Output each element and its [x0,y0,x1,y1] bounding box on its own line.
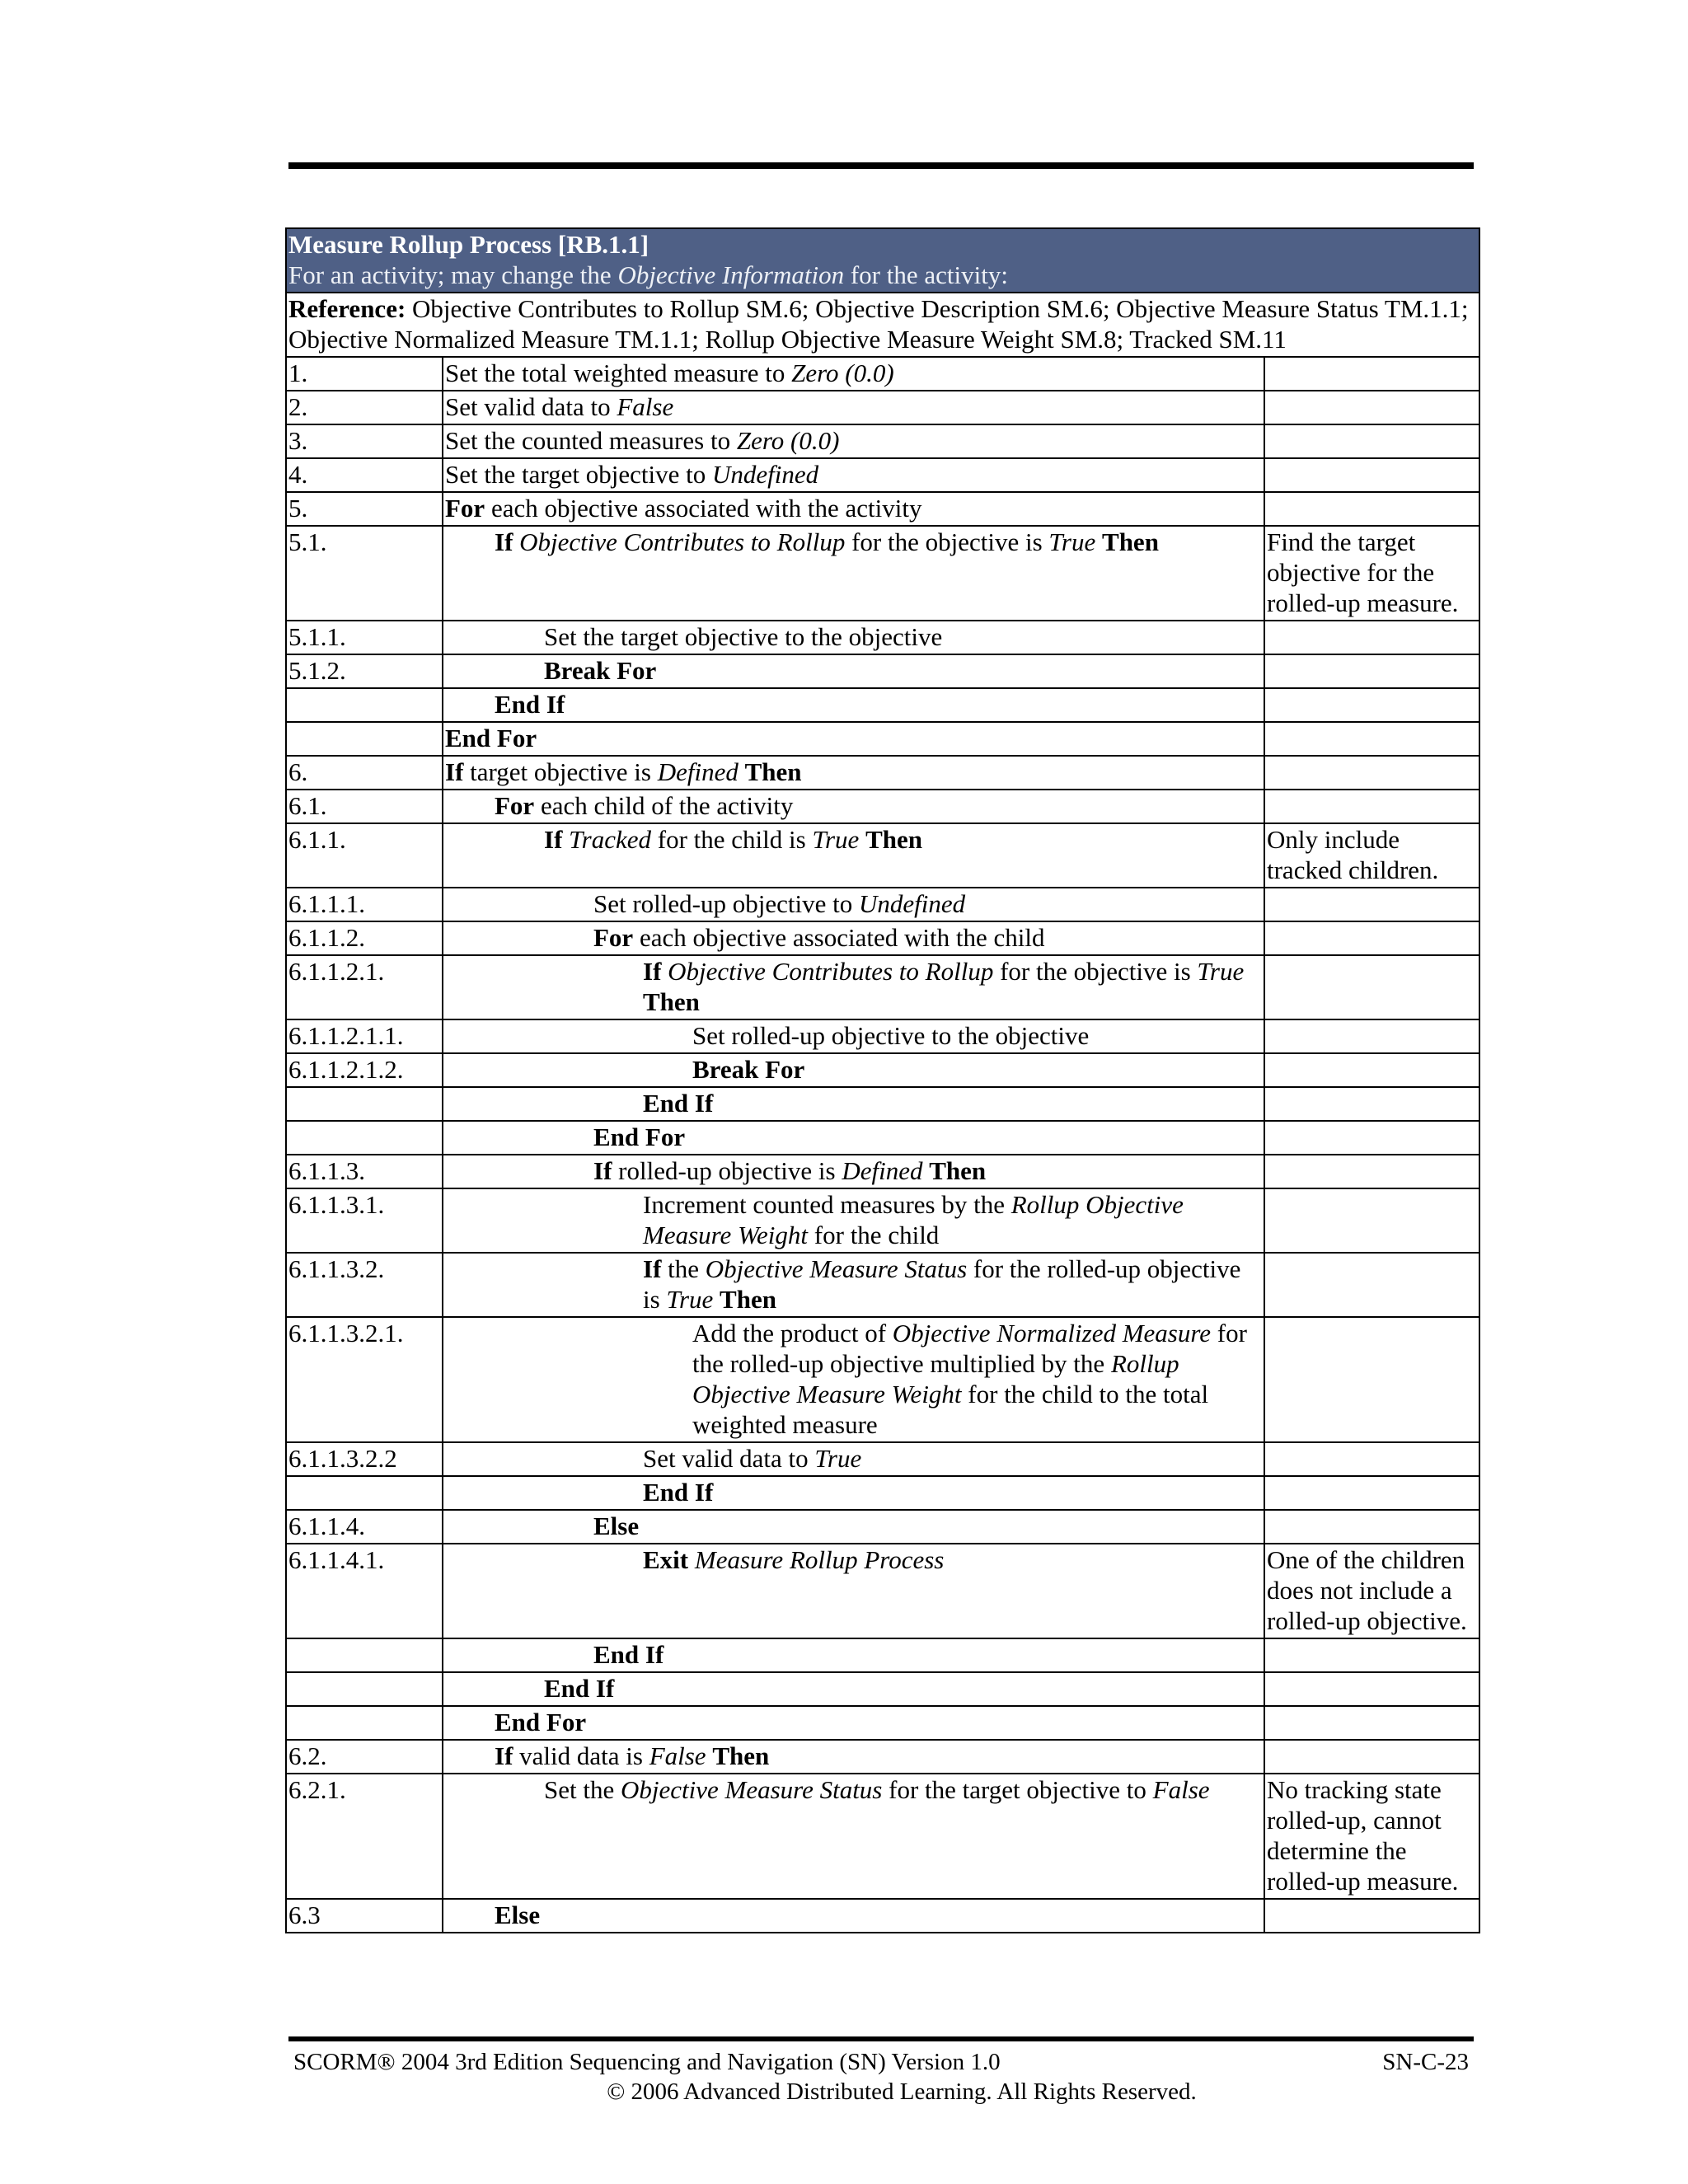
step-row [286,1121,1479,1155]
step-row [286,492,1479,526]
step-note [1264,1899,1479,1933]
step-number: 6.1.1.1. [286,888,443,921]
step-description [443,1638,1264,1672]
step-row [286,921,1479,955]
step-text: If target objective is Defined Then [445,757,802,786]
step-description [443,1510,1264,1544]
step-row [286,1155,1479,1188]
step-description [443,654,1264,688]
step-text: End If [495,690,565,719]
step-description [443,1476,1264,1510]
step-text: End If [643,1089,714,1118]
process-title: Measure Rollup Process [RB.1.1] [288,230,649,259]
step-row [286,1544,1479,1638]
step-row [286,1317,1479,1442]
step-number: 6.1.1.3.2.2 [286,1442,443,1476]
step-text: Add the product of Objective Normalized Measure for the rolled-up objective multiplied by the Rollup Objective Measure Weight for the child to the total weighted measure [692,1319,1247,1439]
step-row [286,955,1479,1019]
step-description [443,1019,1264,1053]
step-text: If the Objective Measure Status for the rolled-up objective is True Then [643,1254,1241,1314]
process-table-body [286,228,1479,1933]
step-number: 5. [286,492,443,526]
step-text: End For [495,1708,587,1736]
step-text: Set the target objective to the objective [544,622,943,651]
step-description [443,1087,1264,1121]
step-description [443,688,1264,722]
step-note [1264,1706,1479,1740]
step-number: 6.1.1.3.2.1. [286,1317,443,1442]
step-note [1264,1155,1479,1188]
step-description [443,823,1264,888]
step-description [443,492,1264,526]
step-text: If Objective Contributes to Rollup for the objective is True Then [643,957,1245,1016]
step-description [443,1053,1264,1087]
step-description [443,424,1264,458]
step-number: 6.1.1.4. [286,1510,443,1544]
step-row [286,1706,1479,1740]
step-note [1264,722,1479,756]
step-note [1264,1053,1479,1087]
reference-label: Reference: [288,294,406,323]
step-text: Set the counted measures to Zero (0.0) [445,426,840,455]
step-note [1264,492,1479,526]
step-row [286,722,1479,756]
step-number [286,1672,443,1706]
step-row [286,1476,1479,1510]
step-description [443,888,1264,921]
step-number [286,1706,443,1740]
reference-cell [286,293,1479,357]
step-row [286,1019,1479,1053]
step-number [286,722,443,756]
step-text: Set valid data to True [643,1444,862,1473]
step-description [443,1706,1264,1740]
step-number: 5.1.1. [286,621,443,654]
step-description [443,756,1264,790]
step-number: 5.1.2. [286,654,443,688]
step-number: 6.1.1.2. [286,921,443,955]
step-row [286,1638,1479,1672]
step-description [443,1155,1264,1188]
step-note [1264,1121,1479,1155]
step-note [1264,458,1479,492]
step-note: No tracking state rolled-up, cannot determine the rolled-up measure. [1264,1774,1479,1899]
step-text: End For [445,724,537,752]
step-row [286,790,1479,823]
step-description [443,921,1264,955]
step-number [286,1087,443,1121]
step-description [443,1740,1264,1774]
step-number: 6.1.1.2.1. [286,955,443,1019]
reference-text: Objective Contributes to Rollup SM.6; Objective Description SM.6; Objective Measure Status TM.1.1; Objective Normalized Measure TM.1.1; Rollup Objective Measure Weight SM.8; Tracked SM.11 [288,294,1469,354]
step-text: Set valid data to False [445,392,674,421]
step-number: 4. [286,458,443,492]
step-text: If rolled-up objective is Defined Then [593,1156,987,1185]
step-number [286,688,443,722]
step-number [286,1476,443,1510]
step-note [1264,756,1479,790]
step-number: 6.1.1.3.2. [286,1253,443,1317]
step-text: Exit Measure Rollup Process [643,1545,945,1574]
step-description [443,955,1264,1019]
step-note [1264,1019,1479,1053]
step-note [1264,424,1479,458]
step-row [286,1740,1479,1774]
step-row [286,526,1479,621]
step-text: Break For [692,1055,805,1084]
step-note [1264,1442,1479,1476]
step-note [1264,621,1479,654]
step-note [1264,1317,1479,1442]
step-text: Set rolled-up objective to the objective [692,1021,1090,1050]
step-note [1264,1740,1479,1774]
step-number: 3. [286,424,443,458]
step-text: Set the total weighted measure to Zero (0.0) [445,359,894,387]
step-note: One of the children does not include a rolled-up objective. [1264,1544,1479,1638]
step-row [286,1672,1479,1706]
step-description [443,391,1264,424]
step-text: If Tracked for the child is True Then [544,825,922,854]
step-number: 6.2.1. [286,1774,443,1899]
step-text: For each child of the activity [495,791,794,820]
step-text: Else [593,1511,640,1540]
step-note [1264,654,1479,688]
step-number: 6.1.1. [286,823,443,888]
step-text: Set the Objective Measure Status for the target objective to False [544,1775,1210,1804]
top-rule [288,162,1474,169]
step-row [286,1053,1479,1087]
step-row [286,654,1479,688]
step-note: Find the target objective for the rolled-up measure. [1264,526,1479,621]
step-text: If valid data is False Then [495,1741,770,1770]
step-note [1264,1087,1479,1121]
step-row [286,756,1479,790]
step-description [443,1121,1264,1155]
step-number: 6.1.1.2.1.2. [286,1053,443,1087]
step-text: Set the target objective to Undefined [445,460,819,489]
step-description [443,1672,1264,1706]
step-description [443,621,1264,654]
step-description [443,1774,1264,1899]
step-number: 6.1. [286,790,443,823]
process-subtitle: For an activity; may change the Objective Information for the activity: [288,260,1008,289]
step-text: For each objective associated with the activity [445,494,922,523]
step-text: End If [643,1478,714,1507]
step-number: 6. [286,756,443,790]
step-number: 6.3 [286,1899,443,1933]
step-text: For each objective associated with the child [593,923,1045,952]
step-row [286,888,1479,921]
step-description [443,1317,1264,1442]
step-row [286,1087,1479,1121]
reference-row [286,293,1479,357]
step-row [286,1188,1479,1253]
step-row [286,823,1479,888]
step-number: 2. [286,391,443,424]
step-description [443,526,1264,621]
step-row [286,621,1479,654]
step-text: Else [495,1900,541,1929]
step-note [1264,888,1479,921]
step-number [286,1638,443,1672]
process-table [285,227,1480,1933]
step-description [443,1442,1264,1476]
step-number [286,1121,443,1155]
step-row [286,1510,1479,1544]
step-description [443,357,1264,391]
step-note [1264,1476,1479,1510]
header-row [286,228,1479,293]
footer-copyright: © 2006 Advanced Distributed Learning. All Rights Reserved. [607,2079,1197,2105]
step-row [286,424,1479,458]
step-note [1264,955,1479,1019]
step-text: If Objective Contributes to Rollup for the objective is True Then [495,527,1159,556]
bottom-rule [288,2036,1474,2041]
step-description [443,722,1264,756]
step-note [1264,357,1479,391]
step-text: End If [593,1640,664,1669]
step-description [443,1544,1264,1638]
step-number: 5.1. [286,526,443,621]
step-number: 1. [286,357,443,391]
step-note [1264,688,1479,722]
footer-page-number: SN-C-23 [1382,2049,1469,2075]
step-row [286,1253,1479,1317]
footer-title: SCORM® 2004 3rd Edition Sequencing and Navigation (SN) Version 1.0 [293,2049,1001,2075]
step-note [1264,1510,1479,1544]
step-row [286,391,1479,424]
step-row [286,688,1479,722]
step-description [443,1899,1264,1933]
step-note [1264,1638,1479,1672]
step-description [443,790,1264,823]
step-note [1264,391,1479,424]
step-note [1264,1672,1479,1706]
step-text: End For [593,1122,686,1151]
step-note [1264,1253,1479,1317]
step-description [443,1188,1264,1253]
step-text: Increment counted measures by the Rollup Objective Measure Weight for the child [643,1190,1184,1249]
step-text: End If [544,1674,615,1703]
step-row [286,1899,1479,1933]
step-note [1264,1188,1479,1253]
step-note [1264,921,1479,955]
step-text: Set rolled-up objective to Undefined [593,889,966,918]
step-row [286,1442,1479,1476]
step-number: 6.1.1.3.1. [286,1188,443,1253]
step-number: 6.1.1.2.1.1. [286,1019,443,1053]
step-note: Only include tracked children. [1264,823,1479,888]
step-row [286,458,1479,492]
header-cell [286,228,1479,293]
step-row [286,1774,1479,1899]
step-description [443,458,1264,492]
step-description [443,1253,1264,1317]
step-number: 6.2. [286,1740,443,1774]
step-row [286,357,1479,391]
step-text: Break For [544,656,657,685]
step-number: 6.1.1.4.1. [286,1544,443,1638]
step-number: 6.1.1.3. [286,1155,443,1188]
step-note [1264,790,1479,823]
